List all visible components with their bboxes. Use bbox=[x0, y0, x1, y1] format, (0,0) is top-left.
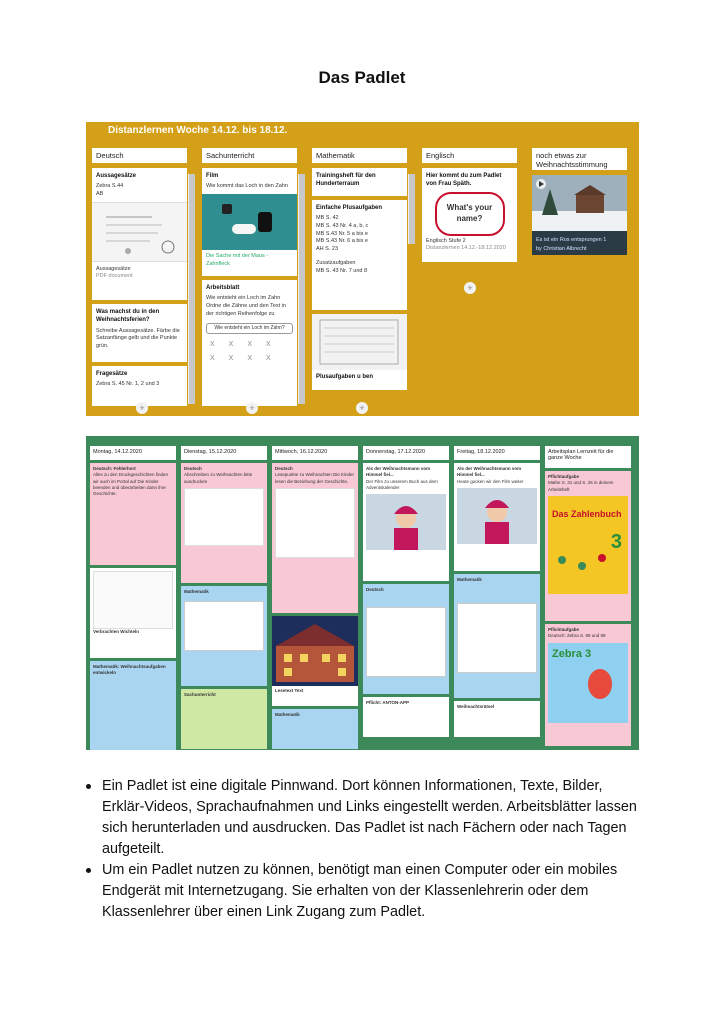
column-englisch bbox=[422, 148, 517, 262]
post-title: Als der Weihnachtsmann vom Himmel fiel... bbox=[366, 466, 431, 478]
post-title: Arbeitsblatt bbox=[206, 285, 240, 291]
column-montag bbox=[90, 446, 176, 750]
post-card[interactable] bbox=[90, 463, 176, 565]
worksheet-thumbnail bbox=[184, 601, 264, 651]
task-line: AH S. 23 bbox=[316, 246, 339, 253]
post-text: Wie kommt das Loch in den Zahn bbox=[206, 183, 288, 190]
post-card[interactable] bbox=[92, 304, 187, 362]
worksheet-thumbnail bbox=[275, 488, 355, 558]
description-list bbox=[86, 776, 646, 923]
post-text: Der Film zu unserem Buch aus dem Adventskalender bbox=[366, 478, 438, 490]
video-caption: by Christian Albrecht bbox=[536, 246, 587, 253]
worksheet-thumbnail bbox=[92, 202, 187, 262]
speech-bubble-image: What's your name? bbox=[435, 192, 505, 236]
post-text: Abschreiben zu Weihnachten bitte ausdrucken bbox=[184, 472, 253, 484]
book-number: 3 bbox=[610, 530, 622, 553]
post-card[interactable] bbox=[545, 471, 631, 621]
column-header: Donnerstag, 17.12.2020 bbox=[363, 446, 449, 460]
post-title: Pflichtaufgabe bbox=[548, 627, 580, 632]
worksheet-thumbnail bbox=[457, 603, 537, 673]
worksheet-heading: Wie entsteht ein Loch im Zahn? bbox=[206, 323, 293, 334]
column-dienstag bbox=[181, 446, 267, 750]
post-card[interactable] bbox=[181, 689, 267, 749]
post-title: Mathematik: Weihnachtsaufgaben entwickeln bbox=[93, 664, 166, 676]
post-text: Deutsch: Zebra S. 88 und 89 bbox=[548, 633, 606, 639]
add-post-button[interactable]: + bbox=[356, 402, 368, 414]
column-deutsch bbox=[92, 148, 187, 406]
column-weihnachtsstimmung bbox=[532, 148, 627, 255]
post-text: Zebra S.44 bbox=[96, 183, 124, 190]
post-title: Sachunterricht bbox=[184, 692, 216, 697]
link-caption: Distanzlernen 14.12.-18.12.2020 bbox=[426, 245, 506, 252]
post-title: Deutsch: Fehlerhort bbox=[93, 466, 136, 471]
add-post-button[interactable]: + bbox=[246, 402, 258, 414]
post-text: Mathe S. 31 und S. 25 in deinem Arbeitsheft bbox=[548, 480, 614, 492]
video-caption: Es ist ein Ros entsprungen 1 bbox=[536, 236, 607, 243]
post-card[interactable] bbox=[312, 168, 407, 196]
worksheet-icon bbox=[312, 314, 407, 370]
post-card[interactable] bbox=[202, 280, 297, 406]
task-line: MB S. 42 bbox=[316, 215, 339, 222]
video-post-card[interactable] bbox=[532, 175, 627, 255]
file-name: Aussagesätze bbox=[96, 265, 131, 272]
post-title: Deutsch bbox=[184, 466, 202, 471]
post-card[interactable] bbox=[272, 709, 358, 749]
post-title: Verbrachten Wichteln bbox=[93, 629, 139, 634]
post-title: Pflicht: ANTON-APP bbox=[366, 700, 410, 705]
post-card[interactable] bbox=[312, 200, 407, 310]
post-title: Trainingsheft für den Hunderterraum bbox=[316, 173, 376, 188]
post-card[interactable] bbox=[454, 463, 540, 571]
post-title: Einfache Plusaufgaben bbox=[316, 205, 383, 211]
column-header: Mittwoch, 16.12.2020 bbox=[272, 446, 358, 460]
bullet-item bbox=[86, 860, 646, 923]
post-card[interactable] bbox=[422, 168, 517, 262]
post-card[interactable] bbox=[272, 463, 358, 613]
post-card[interactable] bbox=[363, 697, 449, 737]
add-post-button[interactable]: + bbox=[464, 282, 476, 294]
post-text: Alles zu den Druckgeschichten finden wir auch im Portal auf Die Kinder beenden und überarbeiten dann ihre Geschichte. bbox=[93, 472, 169, 497]
post-title: Mathematik bbox=[184, 589, 209, 594]
post-card[interactable] bbox=[363, 584, 449, 694]
worksheet-thumbnail bbox=[366, 607, 446, 677]
video-thumbnail bbox=[202, 194, 297, 250]
column-header: Freitag, 18.12.2020 bbox=[454, 446, 540, 460]
task-line: MB S. 43 Nr. 4 a, b, c bbox=[316, 223, 369, 230]
post-title: Lesetext Text bbox=[275, 688, 304, 694]
bullet-icon bbox=[86, 784, 91, 789]
post-card[interactable] bbox=[202, 168, 297, 276]
post-title: Deutsch bbox=[275, 466, 293, 471]
worksheet-thumbnail bbox=[93, 571, 173, 629]
column-header: Deutsch bbox=[92, 148, 187, 163]
post-title: Hier kommt du zum Padlet von Frau Späth. bbox=[426, 173, 502, 188]
advent-calendar-image bbox=[272, 616, 358, 686]
post-title: Was machst du in den Weihnachtsferien? bbox=[96, 309, 160, 324]
post-title: Weihnachtsrätsel bbox=[457, 704, 495, 709]
post-text: Heute gucken wir den Film weiter bbox=[457, 478, 524, 484]
worksheet-thumbnail bbox=[184, 488, 264, 546]
post-title: Aussagesätze bbox=[96, 173, 137, 179]
worksheet-thumbnail bbox=[312, 314, 407, 370]
post-title: Deutsch bbox=[366, 587, 384, 592]
winter-video-thumbnail bbox=[532, 175, 627, 231]
post-text: Wie entsteht ein Loch im Zahn Ordne die Zähne und den Text in der richtigen Reihenfolge zu bbox=[206, 295, 287, 317]
book-cover-image bbox=[548, 496, 628, 594]
scrollbar[interactable] bbox=[408, 174, 415, 244]
book-title: Das Zahlenbuch bbox=[552, 508, 622, 519]
post-title: Mathematik bbox=[275, 712, 300, 717]
column-header: Englisch bbox=[422, 148, 517, 163]
task-line: Zusatzaufgaben bbox=[316, 259, 356, 266]
bullet-text: Um ein Padlet nutzen zu können, benötigt man einen Computer oder ein mobiles Endgerät mit Internetzugang. Sie erhalten von der Klassenlehrerin oder dem Klassenlehrer über einen Link Zugang zum Padlet. bbox=[102, 862, 618, 920]
worksheet-crosses: XXXX bbox=[210, 341, 285, 349]
column-header: Sachunterricht bbox=[202, 148, 297, 163]
page-title: Das Padlet bbox=[318, 68, 406, 87]
column-header: Mathematik bbox=[312, 148, 407, 163]
task-line: MB S. 43 Nr. 7 und 8 bbox=[316, 267, 368, 274]
task-line: MB S.43 Nr. 5 a bis e bbox=[316, 230, 368, 237]
post-card[interactable] bbox=[90, 568, 176, 658]
book-cover-image bbox=[548, 643, 628, 723]
post-card[interactable] bbox=[454, 574, 540, 698]
post-title: Film bbox=[206, 173, 219, 179]
post-title: Als der Weihnachtsmann vom Himmel fiel... bbox=[457, 466, 522, 478]
post-text: Schreibe Aussagesätze. Färbe die Satzanfänge gelb und die Punkte grün. bbox=[96, 327, 180, 350]
post-title: Mathematik bbox=[457, 577, 482, 582]
file-type: PDF document bbox=[96, 273, 133, 280]
column-sachunterricht bbox=[202, 148, 297, 406]
column-header: Montag, 14.12.2020 bbox=[90, 446, 176, 460]
worksheet-icon bbox=[92, 203, 187, 263]
movie-still-image bbox=[457, 488, 537, 544]
post-text: Lesepunkte zu Weihnachten Die Kinder lesen die Beziehung der Geschichte. bbox=[275, 472, 354, 484]
post-card[interactable] bbox=[272, 616, 358, 706]
post-card[interactable] bbox=[181, 463, 267, 583]
task-line: MB S.43 Nr. 6 a bis e bbox=[316, 238, 368, 245]
add-post-button[interactable]: + bbox=[136, 402, 148, 414]
column-header: noch etwas zur Weihnachtsstimmung bbox=[532, 148, 627, 170]
post-card[interactable] bbox=[181, 586, 267, 686]
bullet-icon bbox=[86, 868, 91, 873]
scrollbar[interactable] bbox=[188, 174, 195, 404]
padlet-title: Distanzlernen Woche 14.12. bis 18.12. bbox=[108, 125, 288, 136]
post-title: Fragesätze bbox=[96, 371, 128, 377]
column-header: Arbeitsplan Lernzeit für die ganze Woche bbox=[545, 446, 631, 468]
scrollbar[interactable] bbox=[298, 174, 305, 404]
post-text: Zebra S. 45 Nr. 1, 2 und 3 bbox=[96, 381, 160, 388]
post-text: AB bbox=[96, 191, 104, 198]
padlet-days-screenshot bbox=[86, 436, 639, 750]
post-title: Plusaufgaben u ben bbox=[316, 374, 374, 380]
video-caption: Die Sache mit der Maus - Zahnfleck bbox=[206, 253, 269, 267]
bullet-text: Ein Padlet ist eine digitale Pinnwand. Dort können Informationen, Texte, Bilder, Erklär-Videos, Sprachaufnahmen und Links eingestellt werden. Arbeitsblätter lassen sich herunterladen und ausdrucken. Das Padlet ist nach Fächern oder nach Tagen aufgeteilt. bbox=[102, 778, 637, 857]
column-header: Dienstag, 15.12.2020 bbox=[181, 446, 267, 460]
post-card[interactable] bbox=[363, 463, 449, 581]
column-mittwoch bbox=[272, 446, 358, 750]
column-mathematik bbox=[312, 148, 407, 390]
post-card[interactable] bbox=[454, 701, 540, 737]
book-title: Zebra 3 bbox=[552, 647, 592, 660]
post-card[interactable] bbox=[545, 624, 631, 746]
bullet-item bbox=[86, 776, 646, 860]
post-card[interactable] bbox=[92, 168, 187, 300]
column-freitag bbox=[454, 446, 540, 740]
worksheet-crosses: XXXX bbox=[210, 355, 285, 363]
movie-still-image bbox=[366, 494, 446, 550]
link-caption: Englisch Stufe 2 bbox=[426, 237, 466, 244]
column-donnerstag bbox=[363, 446, 449, 740]
post-title: Pflichtaufgabe bbox=[548, 474, 580, 479]
post-card[interactable] bbox=[90, 661, 176, 750]
post-card[interactable] bbox=[312, 314, 407, 390]
column-arbeitsplan bbox=[545, 446, 631, 749]
padlet-subjects-screenshot bbox=[86, 122, 639, 416]
post-card[interactable] bbox=[92, 366, 187, 406]
